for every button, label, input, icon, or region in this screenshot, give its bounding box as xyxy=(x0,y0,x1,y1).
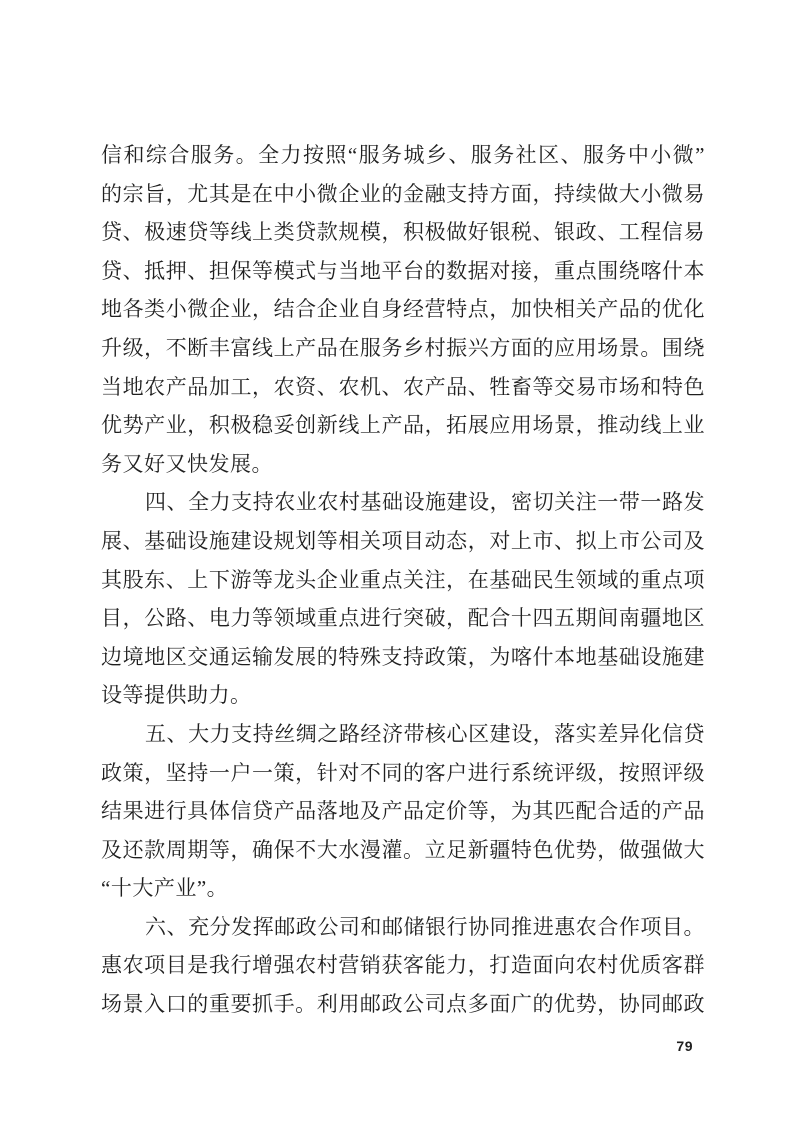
page-number: 79 xyxy=(676,1038,693,1054)
text-line: 及还款周期等，确保不大水漫灌。立足新疆特色优势，做强做大 xyxy=(101,837,705,862)
text-line: 的宗旨，尤其是在中小微企业的金融支持方面，持续做大小微易 xyxy=(101,181,705,206)
paragraph-item-five xyxy=(101,715,705,908)
text-line: 惠农项目是我行增强农村营销获客能力，打造面向农村优质客群 xyxy=(101,953,705,978)
text-line: 展、基础设施建设规划等相关项目动态，对上市、拟上市公司及 xyxy=(101,528,705,553)
text-line: 务又好又快发展。 xyxy=(101,451,273,476)
text-line: 六、充分发挥邮政公司和邮储银行协同推进惠农合作项目。 xyxy=(145,914,705,939)
text-line: 当地农产品加工，农资、农机、农产品、牲畜等交易市场和特色 xyxy=(101,374,705,399)
text-line: 贷、极速贷等线上类贷款规模，积极做好银税、银政、工程信易 xyxy=(101,220,705,245)
paragraph-item-four xyxy=(101,483,705,715)
text-line: 设等提供助力。 xyxy=(101,683,252,708)
text-line: 优势产业，积极稳妥创新线上产品，拓展应用场景，推动线上业 xyxy=(101,413,705,438)
paragraph-continuation xyxy=(101,136,705,483)
text-line: 边境地区交通运输发展的特殊支持政策，为喀什本地基础设施建 xyxy=(101,644,705,669)
text-line: 信和综合服务。全力按照“服务城乡、服务社区、服务中小微” xyxy=(101,143,705,167)
text-line: 其股东、上下游等龙头企业重点关注，在基础民生领域的重点项 xyxy=(101,567,705,592)
text-line: 结果进行具体信贷产品落地及产品定价等，为其匹配合适的产品 xyxy=(101,799,705,824)
text-line: 政策，坚持一户一策，针对不同的客户进行系统评级，按照评级 xyxy=(101,760,705,785)
text-line: 升级，不断丰富线上产品在服务乡村振兴方面的应用场景。围绕 xyxy=(101,335,705,360)
text-line: 四、全力支持农业农村基础设施建设，密切关注一带一路发 xyxy=(145,490,705,515)
text-line: 五、大力支持丝绸之路经济带核心区建设，落实差异化信贷 xyxy=(145,721,705,746)
text-line: 场景入口的重要抓手。利用邮政公司点多面广的优势，协同邮政 xyxy=(101,992,705,1017)
text-line: 地各类小微企业，结合企业自身经营特点，加快相关产品的优化 xyxy=(101,297,705,322)
text-line: 贷、抵押、担保等模式与当地平台的数据对接，重点围绕喀什本 xyxy=(101,258,705,283)
document-body-text xyxy=(101,136,705,1024)
text-line: “十大产业”。 xyxy=(101,876,229,901)
text-line: 目，公路、电力等领域重点进行突破，配合十四五期间南疆地区 xyxy=(101,606,705,631)
paragraph-item-six xyxy=(101,908,705,1024)
